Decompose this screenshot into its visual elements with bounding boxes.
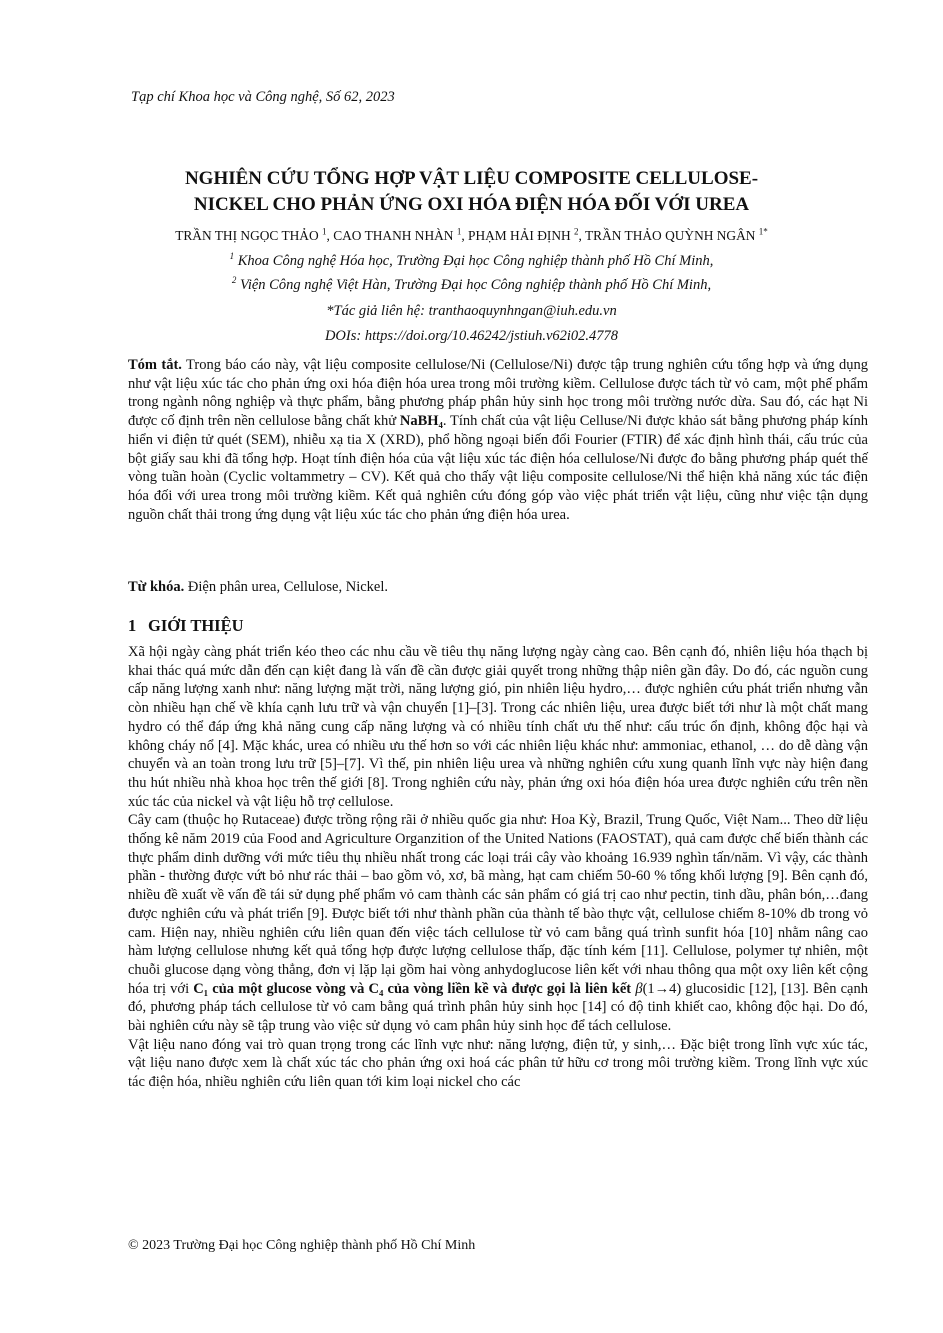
section-body [128,643,868,1092]
paper-title [100,166,843,218]
abstract [128,356,868,524]
abstract-chemical: NaBH₄ [399,413,443,430]
keywords [128,578,868,597]
author-2: , CAO THANH NHÀN [326,228,457,243]
affiliation-2 [90,277,853,294]
affiliation-1-mark: 1 [229,251,235,262]
author-3-affiliation: 2 [574,226,579,237]
corresponding-author: *Tác giả liên hệ: tranthaoquynhngan@iuh.edu.vn [326,303,617,319]
beta-symbol: β [635,980,643,997]
section-title: GIỚI THIỆU [148,616,244,635]
author-3: , PHẠM HẢI ĐỊNH [461,228,575,243]
author-1-affiliation: 1 [322,226,327,237]
intro-paragraph-1: Xã hội ngày càng phát triển kéo theo các nhu cầu về tiêu thụ năng lượng ngày càng cao. Bên cạnh đó, nhiên liệu hóa thạch bị khai thác quá mức dẫn đến cạn kiệt đang là vấn đề cần được giải quyết trong những thập niên gần đây. Do đó, các nguồn cung cấp năng lượng xanh như: năng lượng mặt trời, năng lượng gió, pin nhiên liệu hydro,… được nghiên cứu phát triển nhưng vẫn còn nhiều hạn chế về khía cạnh lưu trữ và vận chuyển [1]–[3]. Trong các nhiên liệu, urea được biết tới như là một chất mang hydro có thể đáp ứng khả năng cung cấp năng lượng và có nhiều tính chất ưu thế như: cấu trúc ổn định, không độc hại và không cháy nổ [4]. Mặc khác, urea có nhiều ưu thế hơn so với các nhiên liệu khác như: ammoniac, ethanol, … do dễ dàng vận chuyển và an toàn trong lưu trữ [5]–[7]. Vì thế, pin nhiên liệu urea và những nghiên cứu xung quanh lĩnh vực này hiện đang thu hút nhiều nhà khoa học trên thế giới [8]. Trong nghiên cứu này, phản ứng oxi hóa điện hóa urea được nghiên cứu trên nền xúc tác của nickel và vật liệu hỗ trợ cellulose. [128,644,868,810]
intro-paragraph-2 [128,811,868,1035]
title-line-1: NGHIÊN CỨU TỔNG HỢP VẬT LIỆU COMPOSITE CELLULOSE- [184,168,759,189]
copyright-footer: © 2023 Trường Đại học Công nghiệp thành phố Hồ Chí Minh [128,1238,476,1253]
journal-header: Tạp chí Khoa học và Công nghệ, Số 62, 2023 [131,89,395,105]
affiliation-2-text: Viện Công nghệ Việt Hàn, Trường Đại học Công nghiệp thành phố Hồ Chí Minh, [236,277,712,293]
author-4: , TRẦN THẢO QUỲNH NGÂN [578,228,759,243]
intro-p2-part-b: của một glucose vòng và [208,980,369,997]
section-heading [128,616,244,636]
affiliation-1-text: Khoa Công nghệ Hóa học, Trường Đại học Công nghiệp thành phố Hồ Chí Minh, [234,253,714,269]
author-2-affiliation: 1 [456,226,462,237]
intro-p2-part-d: (1→4) glucosidic [12], [13]. Bên cạnh đó, phương pháp tách cellulose từ vỏ cam bằng quá trình phân hủy sinh học [14] có độ tinh khiết cao, không độc hại. Do đó, bài nghiên cứu này sẽ tập trung vào việc sử dụng vỏ cam phân hủy sinh học để tách cellulose. [128,980,868,1035]
affiliation-2-mark: 2 [231,275,237,286]
abstract-text-2: . Tính chất của vật liệu Celluse/Ni được khảo sát bằng phương pháp kính hiển vi điện tử quét (SEM), nhiễu xạ tia X (XRD), phổ hồng ngoại biến đổi Fourier (FTIR) để xác định hình thái, cấu trúc của bột giấy sau khi đã tổng hợp. Hoạt tính điện hóa của vật liệu xúc tác điện hóa cellulose/Ni được đo bằng phương pháp quét thế vòng tuần hoàn (Cyclic voltammetry – CV). Kết quả cho thấy vật liệu composite cellulose/Ni thể hiện khả năng xúc tác điện hóa đối với urea trong môi trường kiềm. Kết quả nghiên cứu đóng góp vào việc phát triển vật liệu, cũng như việc tận dụng nguồn chất thải trong ứng dụng vật liệu xúc tác cho phản ứng điện hóa urea. [128,413,868,523]
abstract-text-1: Trong báo cáo này, vật liệu composite cellulose/Ni (Cellulose/Ni) được tập trung nghiên cứu tổng hợp và ứng dụng như vật liệu xúc tác cho phản ứng oxi hóa điện hóa urea trong môi trường kiềm. Cellulose được tách từ vỏ cam, một phế phẩm trong ngành nông nghiệp và thực phẩm, bằng phương pháp phân hủy sinh học trong môi trường nước dừa. Sau đó, các hạt Ni được cố định trên nền cellulose bằng chất khử [128,357,868,430]
keywords-label: Từ khóa. [128,579,185,595]
doi-link[interactable]: DOIs: https://doi.org/10.46242/jstiuh.v62i02.4778 [324,328,619,344]
affiliation-1 [90,253,853,270]
intro-p2-part-c: của vòng liền kề và được gọi là liên kết [383,980,636,997]
carbon-1-label: C₁ [193,980,209,997]
author-list [90,228,853,244]
carbon-4-label: C₄ [368,980,384,997]
intro-paragraph-3: Vật liệu nano đóng vai trò quan trọng trong các lĩnh vực như: năng lượng, điện tử, y sinh,… Đặc biệt trong lĩnh vực xúc tác, vật liệu nano được xem là chất xúc tác cho phản ứng oxi hoá các phân tử hữu cơ trong môi trường kiềm. Trong lĩnh vực xúc tác điện hóa, nhiều nghiên cứu liên quan tới kim loại nickel cho các [128,1036,868,1091]
section-number: 1 [128,616,137,635]
abstract-label: Tóm tắt. [128,357,182,373]
author-1: TRẦN THỊ NGỌC THẢO [175,228,322,243]
keywords-text: Điện phân urea, Cellulose, Nickel. [184,579,389,595]
author-4-affiliation: 1* [758,226,768,237]
title-line-2: NICKEL CHO PHẢN ỨNG OXI HÓA ĐIỆN HÓA ĐỐI VỚI UREA [193,194,750,215]
intro-p2-part-a: Cây cam (thuộc họ Rutaceae) được trồng rộng rãi ở nhiều quốc gia như: Hoa Kỳ, Brazil, Trung Quốc, Việt Nam... Theo dữ liệu thống kê năm 2019 của Food and Agriculture Organzition of the United Nations (FAOSTAT), quả cam được chế biến thành các thực phẩm dinh dưỡng với mức tiêu thụ nhiều nhất trong các loại trái cây vào khoảng 16.939 nghìn tấn/năm. Vì vậy, các thành phần - thường được vứt bỏ như rác thải – bao gồm vỏ, xơ, bã màng, hạt cam chiếm 50-60 % tổng khối lượng [9]. Bên cạnh đó, nhiều đề xuất về vấn đề tái sử dụng phế phẩm vỏ cam thành các sản phẩm có giá trị cao như pectin, tinh dầu, phân bón,…đang được nghiên cứu và phát triển [9]. Được biết tới như thành phần của thành tế bào thực vật, cellulose chiếm 8-10% db trong vỏ cam. Hiện nay, nhiều nghiên cứu liên quan đến việc tách cellulose từ vỏ cam bằng quá trình sunfit hóa [10] nhằm nâng cao hàm lượng cellulose nhưng kết quả tổng hợp được lượng cellulose thấp, đặc tính kém [11]. Cellulose, polymer tự nhiên, một chuỗi glucose dạng vòng thẳng, đơn vị lặp lại gồm hai vòng anhydoglucose liên kết với nhau thông qua một oxy liên kết cộng hóa trị với [128,812,868,997]
